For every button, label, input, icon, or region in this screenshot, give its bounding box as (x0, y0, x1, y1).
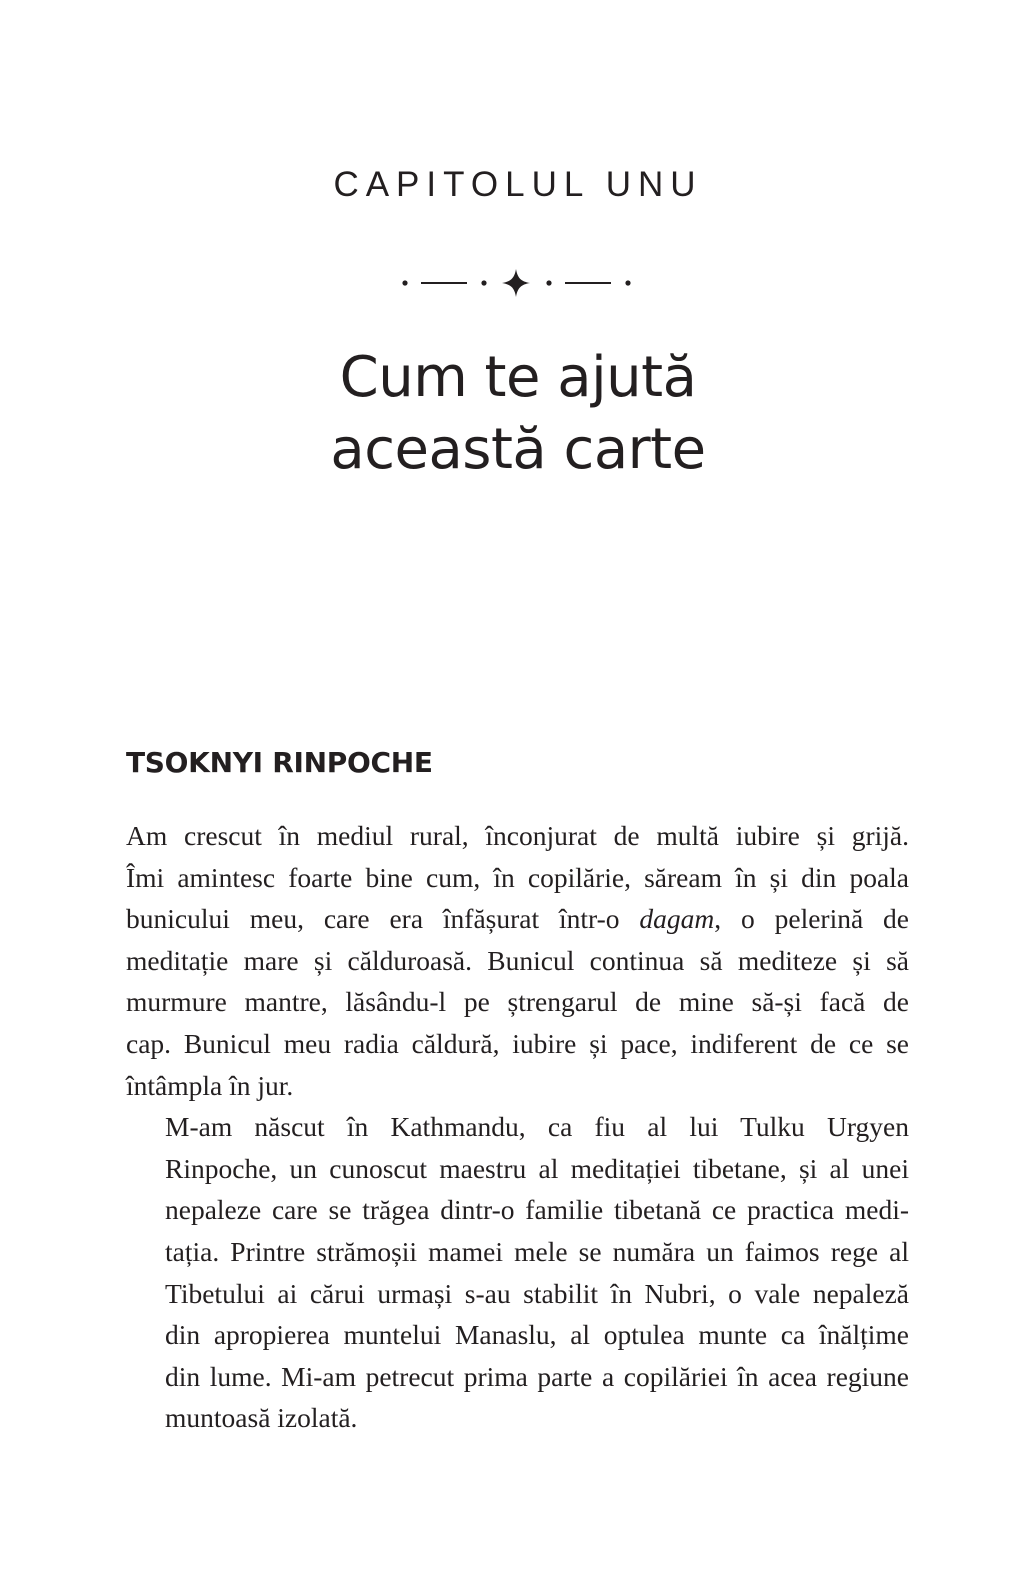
ornament-dot-icon (402, 280, 407, 285)
chapter-title-line: Cum te ajută (339, 345, 697, 410)
text-line: întâmpla în jur. (126, 1069, 294, 1101)
chapter-title (0, 342, 1024, 486)
text-line: murmure mantre, lăsându-l pe ștrengarul de mine să-și facă de (126, 986, 909, 1018)
paragraph (126, 815, 909, 1106)
text-line: cap. Bunicul meu radia căldură, iubire și pace, indiferent de ce se (126, 1027, 909, 1059)
text-line: din lume. Mi-am petrecut prima parte a copilăriei în acea regiune (165, 1360, 909, 1392)
italic-term: dagam (639, 903, 715, 935)
text-line: muntoasă izolată. (165, 1402, 358, 1434)
text-segment: , o pelerină de (714, 903, 909, 935)
text-line: Am crescut în mediul rural, înconjurat de multă iubire și grijă. (126, 820, 909, 851)
text-line: M-am născut în Kathmandu, ca fiu al lui Tulku Urgyen (165, 1111, 909, 1143)
text-line: Îmi amintesc foarte bine cum, în copilărie, săream în și din poala (126, 861, 909, 893)
text-segment: bunicului meu, care era înfășurat într-o (126, 903, 640, 935)
paragraph (126, 1106, 909, 1439)
chapter-title-line: această carte (330, 417, 706, 482)
chapter-label: CAPITOLUL UNU (333, 165, 703, 204)
ornament-dot-icon (481, 280, 486, 285)
text-line: Tibetului ai cărui urmași s-au stabilit în Nubri, o vale nepaleză (165, 1277, 909, 1309)
body-text (126, 815, 909, 1439)
text-line: Rinpoche, un cunoscut maestru al meditației tibetane, și al unei (165, 1152, 909, 1184)
text-line: meditație mare și călduroasă. Bunicul continua să mediteze și să (126, 944, 909, 976)
text-line (126, 898, 909, 940)
ornament-dot-icon (625, 280, 630, 285)
section-author-heading: TSOKNYI RINPOCHE (126, 746, 433, 779)
ornament-dot-icon (546, 280, 551, 285)
ornament-divider (395, 265, 635, 305)
four-point-star-icon (502, 269, 530, 297)
text-line: din apropierea muntelui Manaslu, al optulea munte ca înălțime (165, 1319, 909, 1351)
text-line: nepaleze care se trăgea dintr-o familie tibetană ce practica medi- (165, 1194, 909, 1226)
text-line: tația. Printre strămoșii mamei mele se număra un faimos rege al (165, 1235, 909, 1267)
